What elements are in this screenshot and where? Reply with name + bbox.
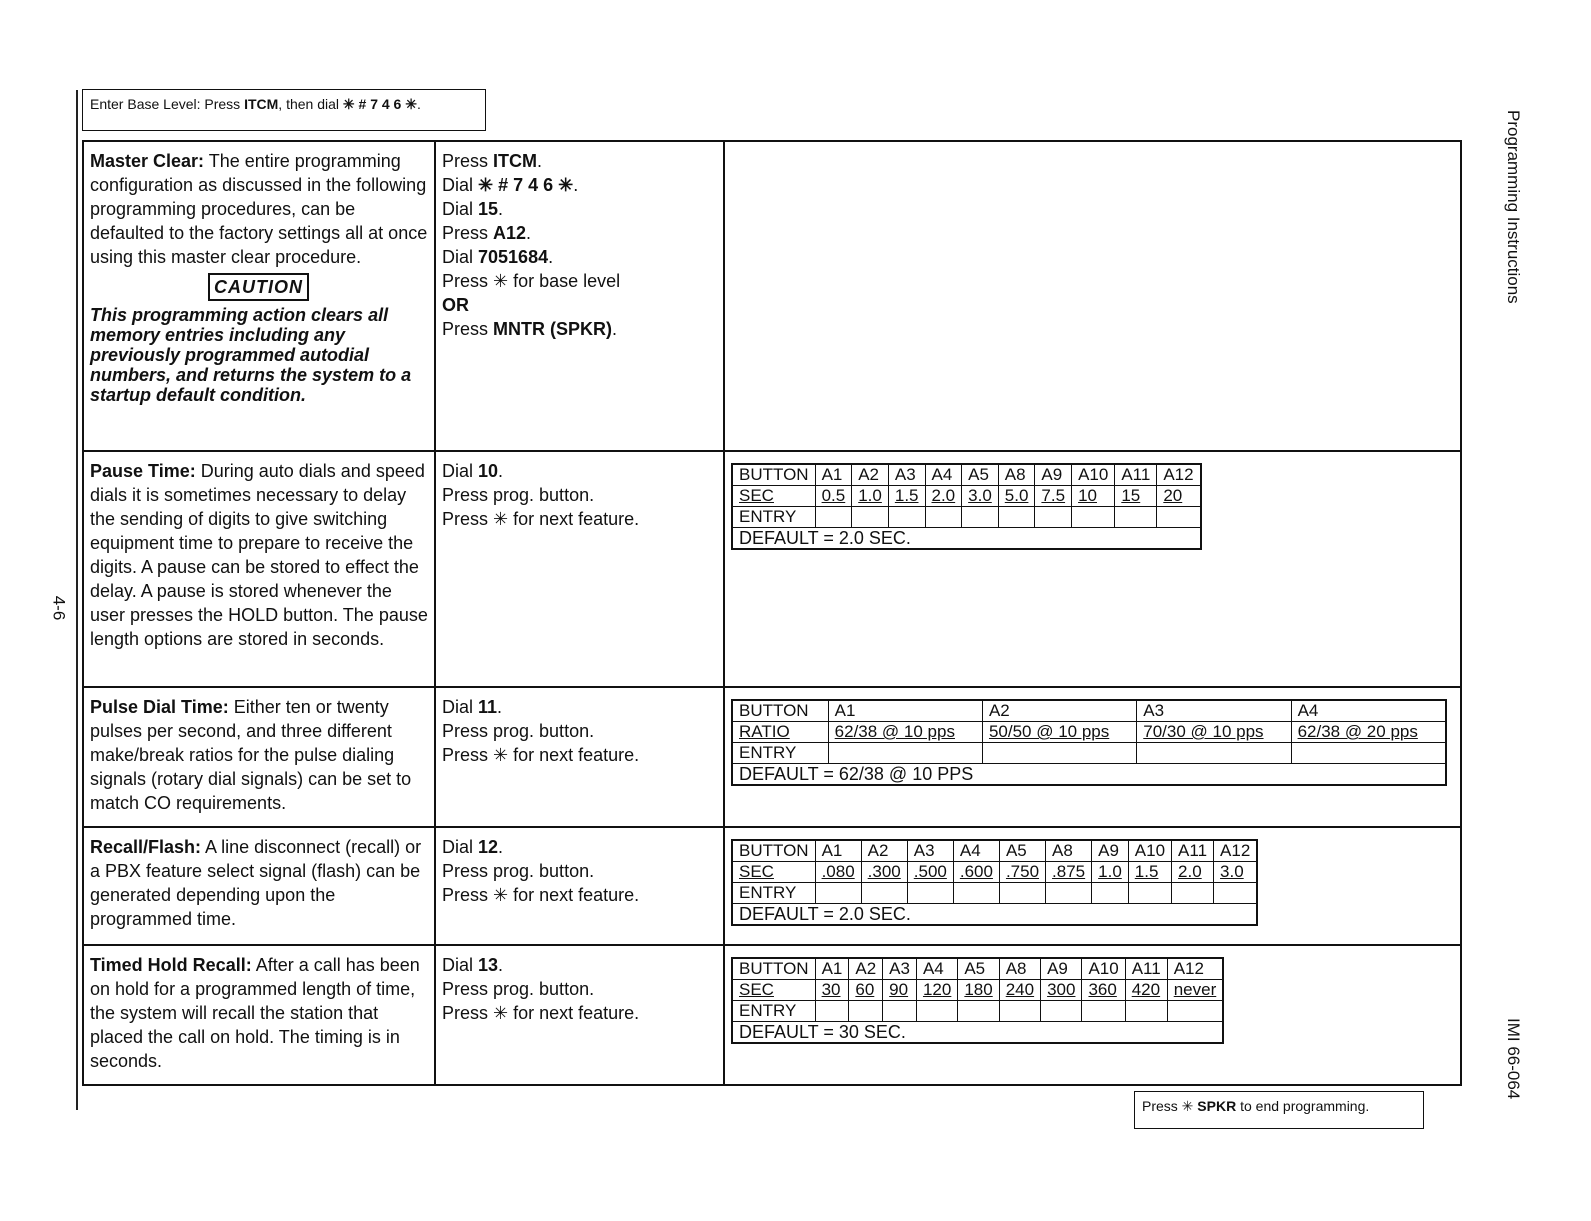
button-cell: A1 bbox=[815, 464, 852, 486]
end-programming-note bbox=[1134, 1091, 1424, 1129]
button-cell: A1 bbox=[815, 958, 849, 980]
step-text-end: . bbox=[498, 199, 504, 219]
entry-cell bbox=[883, 1001, 917, 1022]
step-text: Press ✳ for base level bbox=[442, 271, 621, 291]
value-cell: 15 bbox=[1115, 486, 1157, 507]
step-line bbox=[442, 245, 717, 269]
row-label: BUTTON bbox=[732, 464, 815, 486]
value-cell: .750 bbox=[999, 862, 1045, 883]
step-text: Press prog. button. bbox=[442, 721, 595, 741]
step-line bbox=[442, 221, 717, 245]
options-cell bbox=[724, 687, 1461, 827]
button-cell: A3 bbox=[1137, 700, 1291, 722]
options-cell bbox=[724, 141, 1461, 451]
footer-text: Press ✳ bbox=[1142, 1098, 1198, 1114]
step-line bbox=[442, 149, 717, 173]
button-cell: A12 bbox=[1214, 840, 1258, 862]
value-cell: .875 bbox=[1046, 862, 1092, 883]
step-line bbox=[442, 719, 717, 743]
entry-cell bbox=[1041, 1001, 1082, 1022]
step-key: 11 bbox=[478, 697, 498, 717]
value-cell: 3.0 bbox=[962, 486, 999, 507]
entry-cell bbox=[1128, 883, 1171, 904]
step-text: Press bbox=[442, 223, 494, 243]
step-line bbox=[442, 317, 717, 341]
step-line bbox=[442, 743, 717, 767]
value-cell: 420 bbox=[1125, 980, 1167, 1001]
value-cell: .600 bbox=[953, 862, 999, 883]
value-cell: 120 bbox=[916, 980, 957, 1001]
entry-cell bbox=[815, 883, 861, 904]
steps-cell bbox=[435, 945, 724, 1085]
value-cell: 300 bbox=[1041, 980, 1082, 1001]
entry-cell bbox=[1035, 507, 1072, 528]
entry-cell bbox=[888, 507, 925, 528]
entry-cell bbox=[815, 507, 852, 528]
feature-title: Timed Hold Recall: bbox=[90, 955, 252, 975]
entry-cell bbox=[1115, 507, 1157, 528]
entry-cell bbox=[849, 1001, 883, 1022]
step-key: 7051684 bbox=[478, 247, 549, 267]
value-cell: 240 bbox=[999, 980, 1040, 1001]
button-cell: A3 bbox=[883, 958, 917, 980]
footer-suffix: to end programming. bbox=[1236, 1098, 1370, 1114]
entry-cell bbox=[1291, 743, 1446, 764]
row-label: ENTRY bbox=[732, 1001, 815, 1022]
default-row bbox=[732, 904, 1257, 926]
entry-cell bbox=[907, 883, 953, 904]
row-label: BUTTON bbox=[732, 700, 828, 722]
step-text-end: . bbox=[498, 955, 504, 975]
step-text: Dial bbox=[442, 461, 479, 481]
entry-cell bbox=[1072, 507, 1115, 528]
default-row bbox=[732, 1022, 1223, 1044]
row-label: ENTRY bbox=[732, 507, 815, 528]
button-cell: A10 bbox=[1072, 464, 1115, 486]
steps-list bbox=[442, 695, 717, 767]
step-text: Dial bbox=[442, 247, 479, 267]
entry-cell bbox=[998, 507, 1035, 528]
value-cell: 10 bbox=[1072, 486, 1115, 507]
button-cell: A2 bbox=[861, 840, 907, 862]
feature-title: Pause Time: bbox=[90, 461, 196, 481]
entry-cell bbox=[1125, 1001, 1167, 1022]
button-cell: A3 bbox=[888, 464, 925, 486]
button-cell: A10 bbox=[1128, 840, 1171, 862]
row-label: SEC bbox=[732, 862, 815, 883]
caution-label: CAUTION bbox=[208, 273, 309, 301]
button-cell: A4 bbox=[953, 840, 999, 862]
entry-cell bbox=[1214, 883, 1258, 904]
entry-row bbox=[732, 1001, 1223, 1022]
value-row bbox=[732, 486, 1201, 507]
step-line bbox=[442, 293, 717, 317]
value-cell: 50/50 @ 10 pps bbox=[982, 722, 1136, 743]
value-cell: 2.0 bbox=[1172, 862, 1214, 883]
document-id: IMI 66-064 bbox=[1504, 1018, 1523, 1100]
button-row bbox=[732, 464, 1201, 486]
programming-table bbox=[82, 140, 1462, 1086]
row-pause-time bbox=[83, 451, 1461, 687]
pause-options-table bbox=[731, 463, 1454, 550]
entry-cell bbox=[1046, 883, 1092, 904]
step-line bbox=[442, 695, 717, 719]
entry-cell bbox=[982, 743, 1136, 764]
value-cell: 1.0 bbox=[852, 486, 889, 507]
value-cell: .080 bbox=[815, 862, 861, 883]
row-master-clear bbox=[83, 141, 1461, 451]
base-level-instruction bbox=[82, 89, 486, 131]
value-cell: 3.0 bbox=[1214, 862, 1258, 883]
entry-cell bbox=[958, 1001, 999, 1022]
value-cell: 30 bbox=[815, 980, 849, 1001]
entry-cell bbox=[1092, 883, 1129, 904]
step-line bbox=[442, 977, 717, 1001]
value-cell: 1.5 bbox=[888, 486, 925, 507]
step-text: Press bbox=[442, 151, 494, 171]
button-cell: A11 bbox=[1172, 840, 1214, 862]
entry-cell bbox=[861, 883, 907, 904]
button-cell: A9 bbox=[1035, 464, 1072, 486]
entry-cell bbox=[999, 1001, 1040, 1022]
option-table bbox=[731, 839, 1258, 926]
step-line bbox=[442, 269, 717, 293]
steps-cell bbox=[435, 827, 724, 945]
steps-list bbox=[442, 953, 717, 1025]
step-text: Dial bbox=[442, 199, 479, 219]
step-line bbox=[442, 459, 717, 483]
pulse-options-table bbox=[731, 699, 1454, 786]
step-text: Press ✳ for next feature. bbox=[442, 1003, 640, 1023]
feature-title: Master Clear: bbox=[90, 151, 205, 171]
value-cell: never bbox=[1167, 980, 1223, 1001]
button-cell: A5 bbox=[999, 840, 1045, 862]
value-cell: 0.5 bbox=[815, 486, 852, 507]
step-text: Dial bbox=[442, 175, 479, 195]
warning-text: This programming action clears all memory entries including any previously programmed autodial numbers, and returns the system to a startup default condition. bbox=[90, 305, 412, 405]
value-cell: 1.0 bbox=[1092, 862, 1129, 883]
step-text: Press ✳ for next feature. bbox=[442, 745, 640, 765]
left-margin-rule bbox=[76, 90, 78, 1110]
header-text-mid: , then dial bbox=[278, 96, 343, 112]
step-line bbox=[442, 173, 717, 197]
step-key: 13 bbox=[478, 955, 499, 975]
step-line bbox=[442, 953, 717, 977]
step-line bbox=[442, 507, 717, 531]
button-cell: A4 bbox=[1291, 700, 1446, 722]
row-timed-hold-recall bbox=[83, 945, 1461, 1085]
step-key: 10 bbox=[478, 461, 499, 481]
feature-title: Recall/Flash: bbox=[90, 837, 202, 857]
step-text: Dial bbox=[442, 697, 479, 717]
entry-cell bbox=[1082, 1001, 1125, 1022]
button-row bbox=[732, 700, 1446, 722]
entry-cell bbox=[962, 507, 999, 528]
step-line bbox=[442, 197, 717, 221]
steps-list bbox=[442, 835, 717, 907]
footer-spkr: SPKR bbox=[1197, 1098, 1237, 1114]
step-text: Press ✳ for next feature. bbox=[442, 885, 640, 905]
row-label: RATIO bbox=[732, 722, 828, 743]
step-line bbox=[442, 835, 717, 859]
option-table bbox=[731, 957, 1224, 1044]
button-cell: A5 bbox=[958, 958, 999, 980]
button-cell: A12 bbox=[1167, 958, 1223, 980]
step-line bbox=[442, 883, 717, 907]
step-text-end: . bbox=[526, 223, 532, 243]
entry-cell bbox=[852, 507, 889, 528]
value-cell: 360 bbox=[1082, 980, 1125, 1001]
option-table bbox=[731, 699, 1447, 786]
entry-cell bbox=[925, 507, 962, 528]
header-text: Enter Base Level: Press bbox=[90, 96, 245, 112]
entry-cell bbox=[916, 1001, 957, 1022]
entry-row bbox=[732, 507, 1201, 528]
step-text-end: . bbox=[497, 697, 503, 717]
step-key: ITCM bbox=[493, 151, 538, 171]
feature-description: After a call has been on hold for a programmed length of time, the system will recall the station that placed the call on hold. The timing is in seconds. bbox=[90, 955, 420, 1071]
step-text-end: . bbox=[498, 461, 504, 481]
value-cell: 2.0 bbox=[925, 486, 962, 507]
steps-list bbox=[442, 459, 717, 531]
row-label: ENTRY bbox=[732, 883, 815, 904]
step-key: OR bbox=[442, 295, 469, 315]
step-key: A12 bbox=[493, 223, 527, 243]
header-itcm: ITCM bbox=[244, 96, 279, 112]
value-cell: .500 bbox=[907, 862, 953, 883]
value-row bbox=[732, 980, 1223, 1001]
step-key: 12 bbox=[478, 837, 499, 857]
step-text-end: . bbox=[573, 175, 579, 195]
row-recall-flash bbox=[83, 827, 1461, 945]
feature-description: During auto dials and speed dials it is sometimes necessary to delay the sending of digits to give switching equipment time to prepare to receive the digits. A pause can be stored to effect the delay. A pause is stored whenever the user presses the HOLD button. The pause length options are stored in seconds. bbox=[90, 461, 428, 649]
value-cell: 7.5 bbox=[1035, 486, 1072, 507]
steps-cell bbox=[435, 687, 724, 827]
step-text-end: . bbox=[537, 151, 543, 171]
entry-cell bbox=[999, 883, 1045, 904]
step-key: ✳ # 7 4 6 ✳ bbox=[478, 175, 574, 195]
button-cell: A3 bbox=[907, 840, 953, 862]
value-cell: 5.0 bbox=[998, 486, 1035, 507]
button-cell: A9 bbox=[1041, 958, 1082, 980]
step-line bbox=[442, 859, 717, 883]
value-cell: 60 bbox=[849, 980, 883, 1001]
row-pulse-dial-time bbox=[83, 687, 1461, 827]
default-row bbox=[732, 528, 1201, 550]
default-row bbox=[732, 764, 1446, 786]
step-text: Dial bbox=[442, 837, 479, 857]
description-cell bbox=[83, 687, 435, 827]
button-cell: A2 bbox=[849, 958, 883, 980]
entry-cell bbox=[1157, 507, 1201, 528]
value-cell: 20 bbox=[1157, 486, 1201, 507]
value-cell: 1.5 bbox=[1128, 862, 1171, 883]
value-row bbox=[732, 722, 1446, 743]
value-cell: .300 bbox=[861, 862, 907, 883]
default-value: DEFAULT = 2.0 SEC. bbox=[732, 528, 1201, 550]
entry-cell bbox=[1137, 743, 1291, 764]
step-text: Press ✳ for next feature. bbox=[442, 509, 640, 529]
description-cell bbox=[83, 451, 435, 687]
button-cell: A2 bbox=[852, 464, 889, 486]
entry-row bbox=[732, 883, 1257, 904]
button-cell: A12 bbox=[1157, 464, 1201, 486]
entry-cell bbox=[953, 883, 999, 904]
feature-description: A line disconnect (recall) or a PBX feature select signal (flash) can be generated depending upon the programmed time. bbox=[90, 837, 422, 929]
row-label: BUTTON bbox=[732, 958, 815, 980]
value-cell: 62/38 @ 20 pps bbox=[1291, 722, 1446, 743]
step-text-end: . bbox=[548, 247, 554, 267]
default-value: DEFAULT = 62/38 @ 10 PPS bbox=[732, 764, 1446, 786]
entry-cell bbox=[1167, 1001, 1223, 1022]
step-text: Press prog. button. bbox=[442, 485, 595, 505]
button-cell: A8 bbox=[998, 464, 1035, 486]
step-key: MNTR (SPKR) bbox=[493, 319, 613, 339]
value-cell: 180 bbox=[958, 980, 999, 1001]
steps-cell bbox=[435, 451, 724, 687]
button-cell: A8 bbox=[1046, 840, 1092, 862]
default-value: DEFAULT = 30 SEC. bbox=[732, 1022, 1223, 1044]
option-table bbox=[731, 463, 1202, 550]
steps-cell bbox=[435, 141, 724, 451]
step-text: Dial bbox=[442, 955, 479, 975]
button-cell: A1 bbox=[815, 840, 861, 862]
step-text-end: . bbox=[612, 319, 618, 339]
options-cell bbox=[724, 945, 1461, 1085]
description-cell bbox=[83, 827, 435, 945]
recall-options-table bbox=[731, 839, 1454, 926]
row-label: BUTTON bbox=[732, 840, 815, 862]
step-key: 15 bbox=[478, 199, 499, 219]
value-row bbox=[732, 862, 1257, 883]
timed-options-table bbox=[731, 957, 1454, 1044]
steps-list bbox=[442, 149, 717, 341]
button-row bbox=[732, 840, 1257, 862]
page-number: 4-6 bbox=[49, 595, 69, 621]
row-label: ENTRY bbox=[732, 743, 828, 764]
button-row bbox=[732, 958, 1223, 980]
options-cell bbox=[724, 827, 1461, 945]
button-cell: A4 bbox=[916, 958, 957, 980]
description-cell bbox=[83, 141, 435, 451]
button-cell: A4 bbox=[925, 464, 962, 486]
button-cell: A11 bbox=[1125, 958, 1167, 980]
step-text-end: . bbox=[498, 837, 504, 857]
default-value: DEFAULT = 2.0 SEC. bbox=[732, 904, 1257, 926]
step-text: Press bbox=[442, 319, 494, 339]
button-cell: A5 bbox=[962, 464, 999, 486]
entry-cell bbox=[815, 1001, 849, 1022]
value-cell: 62/38 @ 10 pps bbox=[828, 722, 982, 743]
side-title: Programming Instructions bbox=[1504, 110, 1523, 304]
feature-title: Pulse Dial Time: bbox=[90, 697, 229, 717]
step-line bbox=[442, 483, 717, 507]
description-cell bbox=[83, 945, 435, 1085]
button-cell: A1 bbox=[828, 700, 982, 722]
row-label: SEC bbox=[732, 486, 815, 507]
step-line bbox=[442, 1001, 717, 1025]
button-cell: A10 bbox=[1082, 958, 1125, 980]
row-label: SEC bbox=[732, 980, 815, 1001]
step-text: Press prog. button. bbox=[442, 861, 595, 881]
entry-cell bbox=[828, 743, 982, 764]
value-cell: 70/30 @ 10 pps bbox=[1137, 722, 1291, 743]
header-suffix: . bbox=[416, 96, 421, 112]
entry-cell bbox=[1172, 883, 1214, 904]
options-cell bbox=[724, 451, 1461, 687]
button-cell: A9 bbox=[1092, 840, 1129, 862]
button-cell: A8 bbox=[999, 958, 1040, 980]
button-cell: A2 bbox=[982, 700, 1136, 722]
step-text: Press prog. button. bbox=[442, 979, 595, 999]
feature-description: Either ten or twenty pulses per second, and three different make/break ratios for the pulse dialing signals (rotary dial signals) can be set to match CO requirements. bbox=[90, 697, 412, 813]
entry-row bbox=[732, 743, 1446, 764]
header-code: ✳ # 7 4 6 ✳ bbox=[342, 96, 417, 112]
button-cell: A11 bbox=[1115, 464, 1157, 486]
feature-description: The entire programming configuration as discussed in the following programming procedures, can be defaulted to the factory settings all at once using this master clear procedure. bbox=[90, 151, 428, 267]
value-cell: 90 bbox=[883, 980, 917, 1001]
